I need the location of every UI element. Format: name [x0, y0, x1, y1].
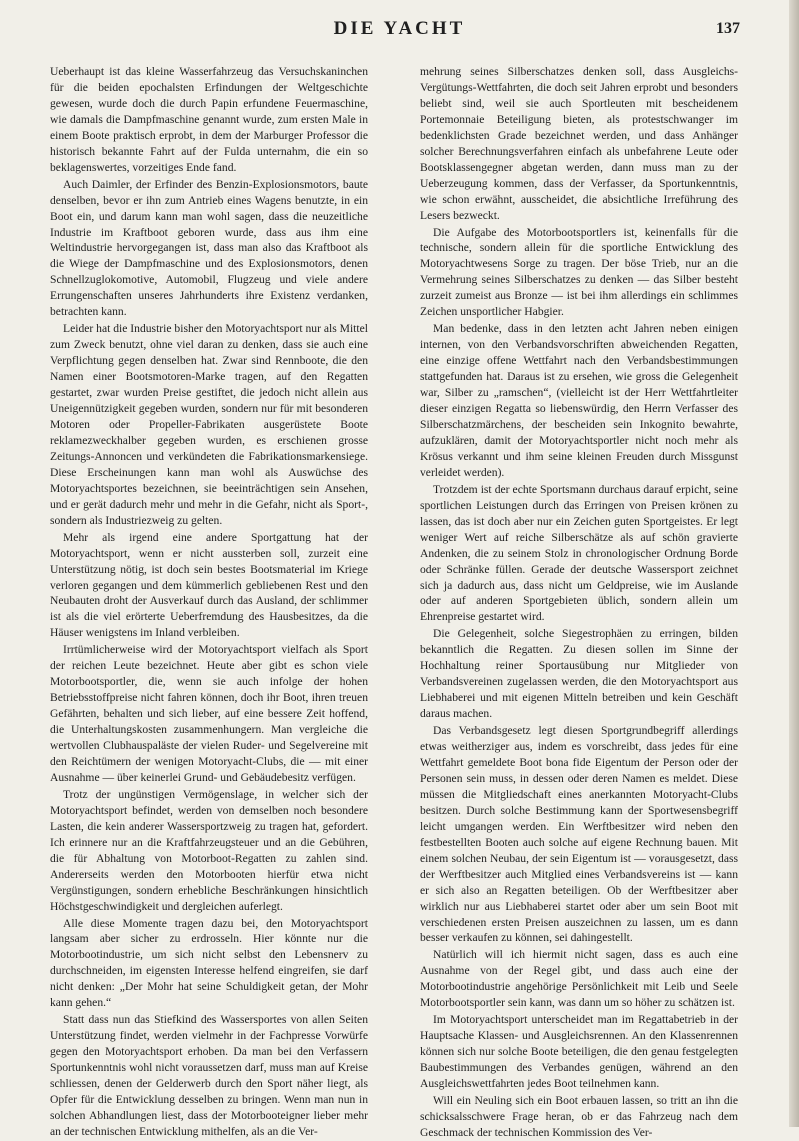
- paragraph: Im Motoryachtsport unterscheidet man im Regattabetrieb in der Hauptsache Klassen- und Ausgleichsrennen. An den Klassenrennen können sich nur solche Boote beteiligen, die den genau festgelegten Baubestimmungen des Verbandes genügen, während an den Ausgleichswettfahrten jedes Boot teilnehmen kann.: [420, 1013, 738, 1091]
- paragraph: Will ein Neuling sich ein Boot erbauen lassen, so tritt an ihn die schicksalsschwere Frage heran, ob er das Fahrzeug nach dem Geschmack der technischen Kommission des Ver-: [420, 1094, 738, 1139]
- page-number: 137: [716, 20, 740, 37]
- paragraph: Natürlich will ich hiermit nicht sagen, dass es auch eine Ausnahme von der Regel gibt, und dass auch eine der Motorbootindustrie angehörige Persönlichkeit mit Leib und Seele Motorbootsportler sein kann, was dann um so höher zu schätzen ist.: [420, 948, 738, 1010]
- paragraph: Leider hat die Industrie bisher den Motoryachtsport nur als Mittel zum Zweck benutzt, ohne viel daran zu denken, dass sie auch eine Verpflichtung gegen denselben hat. Zwar sind Rennboote, die den Namen einer Bootsmotoren-Marke tragen, auf den Regatten gestartet, zwar wurden Preise gestiftet, die jedoch nicht allein aus Uneigennützigkeit gegeben wurden, sondern nur für mit besonderen Motoren oder Propeller-Fabrikaten ausgerüstete Boote reklamezweckhalber gegeben wurden, es erschienen grosse Zeitungs-Annoncen und verkündeten die Fabrikationsmarkensiege. Diese Erscheinungen kann man wohl als Auswüchse des Motoryachtsportes bezeichnen, sie beeinträchtigen sein Ansehen, und er gerät dadurch mehr und mehr in die Gefahr, nicht als Sport-, sondern als Industriezweig zu gelten.: [50, 322, 368, 527]
- paragraph: Auch Daimler, der Erfinder des Benzin-Explosionsmotors, baute denselben, bevor er ihn zum Antrieb eines Wagens benutzte, in ein Boot ein, und darum kann man wohl sagen, dass die neuzeitliche Industrie im Kraftboot geboren wurde, dass aus ihm eine Weltindustrie hervorgegangen ist, dass man also das Kraftboot als die Wiege der Dampfmaschine und des Explosionsmotors, denen Schnellzuglokomotive, Automobil, Flugzeug und viele andere Errungenschaften unseres Jahrhunderts ihre Existenz verdanken, betrachten kann.: [50, 177, 368, 319]
- paragraph: Das Verbandsgesetz legt diesen Sportgrundbegriff allerdings etwas weitherziger aus, indem es vorschreibt, dass jedes für eine Wettfahrt gemeldete Boot bona fide Eigentum der Person oder der Personen sein muss, in dessen oder deren Namen es meldet. Diese müssen die Mitgliedschaft eines anerkannten Motoryacht-Clubs besitzen. Durch solche Bestimmung kann der Sportwesensbegriff leicht umgangen werden. Ein Werftbesitzer wird neben den festbestellten Booten auch solche auf eigene Rechnung bauen. Mit einem solchen Neubau, der sein Eigentum ist — vorausgesetzt, dass der Werftbesitzer auch Mitglied eines Verbandsvereins ist — kann er sich also an Regatten beteiligen. Ob der Werftbesitzer aber wirklich nur aus Liebhaberei startet oder aber um sein Boot mit verschiedenen ersten Preisen auszeichnen zu lassen, um es dann besser verkaufen zu können, sei dahingestellt.: [420, 724, 738, 945]
- paragraph: Ueberhaupt ist das kleine Wasserfahrzeug das Versuchskaninchen für die beiden epochalsten Erfindungen der Weltgeschichte gewesen, wurde doch die durch Papin erfundene Feuermaschine, wie damals die Dampfmaschine genannt wurde, zum ersten Male in einem Boote praktisch erprobt, in dem der Marburger Professor die historisch bekannte Fahrt auf der Fulda unternahm, die ein so beklagenswertes, vorzeitiges Ende fand.: [50, 65, 368, 174]
- page-binding-edge: [789, 0, 799, 1127]
- paragraph: Irrtümlicherweise wird der Motoryachtsport vielfach als Sport der reichen Leute bezeichnet. Heute aber gibt es schon viele Motorbootsportler, die, wenn sie auch infolge der hohen Betriebsstoffpreise nicht fahren können, doch ihr Boot, ihren treuen Gefährten, behalten und sich lieber, auf eine bessere Zeit hoffend, die Unterhaltungskosten zusammenhungern. Man vergleiche die wertvollen Clubhauspaläste der vielen Ruder- und Segelvereine mit den Reichtümern der wenigen Motoryacht-Clubs, die — mit einer Ausnahme — über keinerlei Grund- und Gebäudebesitz verfügen.: [50, 643, 368, 784]
- paragraph: Mehr als irgend eine andere Sportgattung hat der Motoryachtsport, wenn er nicht aussterben soll, zurzeit eine Unterstützung nötig, ist doch sein bestes Bootsmaterial im Kriege verloren gegangen und dem kümmerlich gebliebenen Rest und den Neubauten droht der Ausverkauf durch das Ausland, der schlimmer ist als die viel erörterte Ueberfremdung des Hausbesitzes, da die Häuser wenigstens im Inland verbleiben.: [50, 530, 368, 640]
- left-text-column: [50, 64, 368, 1138]
- paragraph: Statt dass nun das Stiefkind des Wassersportes von allen Seiten Unterstützung findet, werden vielmehr in der Fachpresse Vorwürfe gegen den Motoryachtsport erhoben. Da man bei den Verfassern Sportunkenntnis wohl nicht voraussetzen darf, muss man auf Kreise schliessen, denen der Gelderwerb durch den Sport näher liegt, als Opfer für die Entwicklung desselben zu bringen. Wenn man nun in solchen Abhandlungen liest, dass der Motorbooteigner lieber mehr an der technischen Entwicklung mithelfen, als an die Ver-: [50, 1013, 368, 1138]
- paragraph: Alle diese Momente tragen dazu bei, den Motoryachtsport langsam aber sicher zu erdrosseln. Hier könnte nur die Motorbootindustrie, um sich nicht selbst den Lebensnerv zu durchschneiden, im eigensten Interesse helfend eingreifen, sie darf nicht denken: „Der Mohr hat seine Schuldigkeit getan, der Mohr kann gehen.“: [50, 916, 368, 1010]
- paragraph: Die Aufgabe des Motorbootsportlers ist, keinenfalls für die technische, sondern allein für die sportliche Entwicklung des Motoryachtwesens Sorge zu tragen. Der böse Trieb, nur an die Vermehrung seines Silberschatzes zu denken — das Silber besteht zurzeit zumeist aus Bronze — ist bei ihm allerdings ein schlimmes Zeichen unsportlicher Habgier.: [420, 225, 738, 319]
- page-title: DIE YACHT: [333, 18, 466, 39]
- paragraph: Trotz der ungünstigen Vermögenslage, in welcher sich der Motoryachtsport befindet, werden von demselben noch besondere Lasten, die kein anderer Wassersportzweig zu tragen hat, gefordert. Ich erinnere nur an die Kraftfahrzeugsteuer und an die Gebühren, die für Abhaltung von Motorboot-Regatten zu zahlen sind. Andererseits werden den Motorbooten hierfür etwa nicht Vergünstigungen, sondern erhebliche Beschränkungen hinsichtlich Höchstgeschwindigkeit und dergleichen auferlegt.: [50, 787, 368, 913]
- paragraph: Trotzdem ist der echte Sportsmann durchaus darauf erpicht, seine sportlichen Leistungen durch das Erringen von Preisen krönen zu lassen, das ist doch aber nur ein Zeichen guten Sportgeistes. Er legt weniger Wert auf reiche Silberschätze als auf schön gravierte Andenken, die zu seinem Stolz in chronologischer Ordnung Borde oder Schränke füllen. Gerade der deutsche Wassersport zeichnet sich ja dadurch aus, dass nicht um Geldpreise, wie im Auslande oder auf anderen Sportgebieten üblich, sondern allein um Ehrenpreise gestartet wird.: [420, 482, 738, 624]
- paragraph: Man bedenke, dass in den letzten acht Jahren neben einigen internen, von den Verbandsvorschriften abweichenden Regatten, eine einzige offene Wettfahrt nach den Verbandsbestimmungen stattgefunden hat. Daraus ist zu ersehen, wie gross die Gelegenheit war, Silber zu „ramschen“, (vielleicht ist der Herr Wettfahrtleiter dieser einzigen Regatta so liebenswürdig, den Herrn Verfasser des Silberschatzmärchens, der bescheiden sein Inkognito bewahrte, aufzuklären, damit der Motoryachtsportler nicht noch mehr als Krösus verkannt und ihm seine kleinen Freuden durch Missgunst verleidet werden).: [420, 322, 738, 479]
- paragraph: mehrung seines Silberschatzes denken soll, dass Ausgleichs-Vergütungs-Wettfahrten, die doch seit Jahren erprobt und besonders beliebt sind, weil sie auch Sportleuten mit bescheidenem Portemonnaie Beteiligung bieten, als protestschwanger im bedenklichsten Grade bezeichnet werden, und dass Anhänger solcher Berechnungsverfahren einfach als unbefahrene Leute oder Bootsklassengegner abgetan werden, dann muss man zu der Ueberzeugung kommen, dass der Verfasser, da Sportunkenntnis, wie schon erwähnt, ausscheidet, die absichtliche Irreführung des Lesers bezweckt.: [420, 65, 738, 222]
- right-text-column: [420, 64, 738, 1139]
- paragraph: Die Gelegenheit, solche Siegestrophäen zu erringen, bilden bekanntlich die Regatten. Zu diesen sollen im Sinne der Hochhaltung reiner Sportausübung nur Mitglieder von Verbandsvereinen zugelassen werden, die den Motoryachtsport aus Liebhaberei und mit eigenen Mitteln betreiben und kein Geschäft daraus machen.: [420, 627, 738, 721]
